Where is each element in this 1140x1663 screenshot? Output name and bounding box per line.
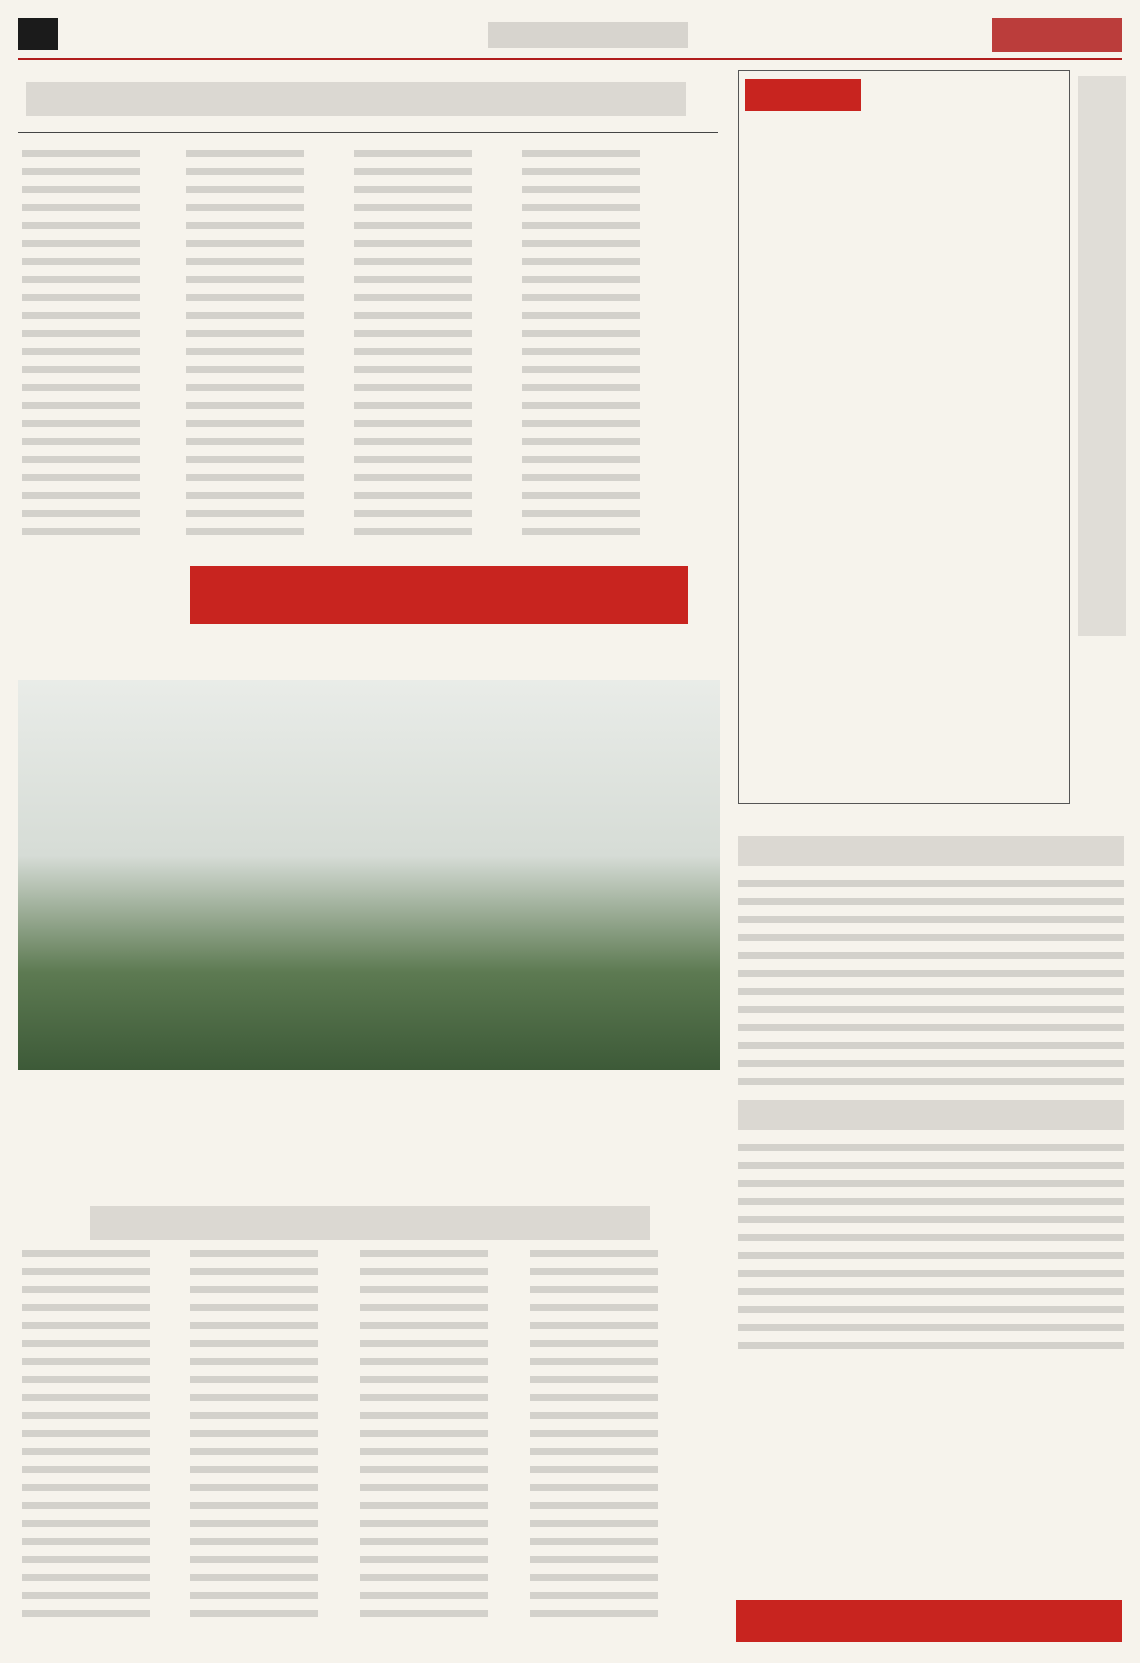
text-line xyxy=(22,456,140,463)
text-line xyxy=(360,1268,488,1275)
text-line xyxy=(522,420,640,427)
text-line xyxy=(354,510,472,517)
text-line xyxy=(522,384,640,391)
text-line xyxy=(22,474,140,481)
text-line xyxy=(360,1376,488,1383)
text-line xyxy=(22,1556,150,1563)
text-line xyxy=(186,240,304,247)
text-line xyxy=(190,1556,318,1563)
text-line xyxy=(354,474,472,481)
text-line xyxy=(190,1574,318,1581)
text-line xyxy=(738,970,1124,977)
text-line xyxy=(22,1340,150,1347)
text-line xyxy=(22,222,140,229)
text-line xyxy=(530,1520,658,1527)
text-line xyxy=(22,1358,150,1365)
lead-column-2 xyxy=(186,150,304,560)
text-line xyxy=(22,1610,150,1617)
text-line xyxy=(522,168,640,175)
text-line xyxy=(22,384,140,391)
text-line xyxy=(522,330,640,337)
text-line xyxy=(186,348,304,355)
text-line xyxy=(530,1556,658,1563)
text-line xyxy=(360,1286,488,1293)
text-line xyxy=(360,1394,488,1401)
text-line xyxy=(22,1466,150,1473)
text-line xyxy=(186,402,304,409)
text-line xyxy=(354,294,472,301)
text-line xyxy=(190,1286,318,1293)
text-line xyxy=(186,186,304,193)
text-line xyxy=(190,1250,318,1257)
text-line xyxy=(22,1448,150,1455)
text-line xyxy=(738,898,1124,905)
bottom-headline xyxy=(90,1206,650,1240)
text-line xyxy=(186,330,304,337)
text-line xyxy=(22,1574,150,1581)
text-line xyxy=(522,150,640,157)
text-line xyxy=(22,492,140,499)
text-line xyxy=(530,1592,658,1599)
text-line xyxy=(360,1502,488,1509)
bottom-column-3 xyxy=(360,1250,488,1645)
sidebar-vertical-title xyxy=(1078,76,1126,636)
text-line xyxy=(354,366,472,373)
text-line xyxy=(522,294,640,301)
newspaper-logo xyxy=(992,18,1122,52)
text-line xyxy=(360,1340,488,1347)
text-line xyxy=(22,420,140,427)
masthead xyxy=(18,12,1122,60)
text-line xyxy=(22,528,140,535)
text-line xyxy=(186,294,304,301)
text-line xyxy=(738,1324,1124,1331)
text-line xyxy=(738,1270,1124,1277)
text-line xyxy=(190,1304,318,1311)
text-line xyxy=(522,366,640,373)
text-line xyxy=(530,1574,658,1581)
text-line xyxy=(530,1484,658,1491)
text-line xyxy=(22,1502,150,1509)
text-line xyxy=(186,312,304,319)
text-line xyxy=(186,438,304,445)
text-line xyxy=(22,348,140,355)
text-line xyxy=(354,186,472,193)
text-line xyxy=(186,420,304,427)
text-line xyxy=(738,934,1124,941)
text-line xyxy=(738,1306,1124,1313)
text-line xyxy=(22,1592,150,1599)
text-line xyxy=(22,1322,150,1329)
text-line xyxy=(360,1448,488,1455)
text-line xyxy=(186,222,304,229)
text-line xyxy=(360,1556,488,1563)
text-line xyxy=(360,1574,488,1581)
text-line xyxy=(360,1412,488,1419)
text-line xyxy=(522,186,640,193)
red-banner xyxy=(190,566,688,624)
text-line xyxy=(530,1610,658,1617)
lead-column-4 xyxy=(522,150,640,560)
text-line xyxy=(522,204,640,211)
text-line xyxy=(522,348,640,355)
text-line xyxy=(186,456,304,463)
text-line xyxy=(22,1538,150,1545)
text-line xyxy=(738,1216,1124,1223)
text-line xyxy=(530,1340,658,1347)
text-line xyxy=(530,1358,658,1365)
text-line xyxy=(354,384,472,391)
text-line xyxy=(360,1484,488,1491)
text-line xyxy=(22,330,140,337)
text-line xyxy=(738,1078,1124,1085)
text-line xyxy=(354,492,472,499)
text-line xyxy=(522,456,640,463)
page-number xyxy=(18,18,58,50)
text-line xyxy=(738,1060,1124,1067)
text-line xyxy=(190,1340,318,1347)
text-line xyxy=(354,402,472,409)
text-line xyxy=(190,1448,318,1455)
text-line xyxy=(360,1358,488,1365)
text-line xyxy=(190,1466,318,1473)
text-line xyxy=(22,168,140,175)
text-line xyxy=(360,1610,488,1617)
text-line xyxy=(22,402,140,409)
text-line xyxy=(186,258,304,265)
text-line xyxy=(186,150,304,157)
sidebar-box xyxy=(738,70,1070,804)
bottom-column-1 xyxy=(22,1250,150,1645)
text-line xyxy=(22,150,140,157)
text-line xyxy=(530,1304,658,1311)
text-line xyxy=(354,204,472,211)
text-line xyxy=(522,312,640,319)
text-line xyxy=(522,438,640,445)
text-line xyxy=(738,1252,1124,1259)
text-line xyxy=(360,1466,488,1473)
text-line xyxy=(522,276,640,283)
text-line xyxy=(354,276,472,283)
footer-banner xyxy=(736,1600,1122,1642)
text-line xyxy=(354,240,472,247)
text-line xyxy=(530,1394,658,1401)
text-line xyxy=(186,366,304,373)
text-line xyxy=(186,528,304,535)
text-line xyxy=(22,1412,150,1419)
greenhouse-photo xyxy=(18,680,720,1070)
bottom-column-2 xyxy=(190,1250,318,1645)
text-line xyxy=(190,1610,318,1617)
text-line xyxy=(22,1376,150,1383)
text-line xyxy=(186,474,304,481)
text-line xyxy=(22,1520,150,1527)
text-line xyxy=(22,276,140,283)
text-line xyxy=(354,528,472,535)
text-line xyxy=(354,348,472,355)
text-line xyxy=(360,1430,488,1437)
text-line xyxy=(22,258,140,265)
text-line xyxy=(354,312,472,319)
text-line xyxy=(530,1538,658,1545)
sidebar-tag xyxy=(745,79,861,111)
text-line xyxy=(738,1144,1124,1151)
text-line xyxy=(530,1412,658,1419)
text-line xyxy=(22,438,140,445)
text-line xyxy=(738,1342,1124,1349)
text-line xyxy=(190,1412,318,1419)
text-line xyxy=(22,204,140,211)
text-line xyxy=(22,1394,150,1401)
text-line xyxy=(186,384,304,391)
text-line xyxy=(354,222,472,229)
text-line xyxy=(22,1304,150,1311)
text-line xyxy=(738,1180,1124,1187)
text-line xyxy=(738,1288,1124,1295)
lead-column-3 xyxy=(354,150,472,560)
text-line xyxy=(354,438,472,445)
text-line xyxy=(22,1484,150,1491)
text-line xyxy=(738,952,1124,959)
text-line xyxy=(360,1322,488,1329)
text-line xyxy=(190,1322,318,1329)
text-line xyxy=(530,1322,658,1329)
text-line xyxy=(354,420,472,427)
text-line xyxy=(354,456,472,463)
text-line xyxy=(738,1024,1124,1031)
lead-column-1 xyxy=(22,150,140,560)
text-line xyxy=(738,880,1124,887)
text-line xyxy=(522,240,640,247)
sub-article-1 xyxy=(738,836,1124,1096)
text-line xyxy=(530,1376,658,1383)
text-line xyxy=(186,204,304,211)
text-line xyxy=(354,258,472,265)
text-line xyxy=(522,528,640,535)
text-line xyxy=(360,1520,488,1527)
text-line xyxy=(354,330,472,337)
text-line xyxy=(190,1592,318,1599)
text-line xyxy=(190,1268,318,1275)
text-line xyxy=(738,1234,1124,1241)
lead-headline xyxy=(18,72,718,133)
text-line xyxy=(530,1448,658,1455)
text-line xyxy=(738,916,1124,923)
text-line xyxy=(530,1286,658,1293)
bottom-column-4 xyxy=(530,1250,658,1645)
sub-article-2 xyxy=(738,1100,1124,1360)
text-line xyxy=(530,1250,658,1257)
text-line xyxy=(522,258,640,265)
text-line xyxy=(22,312,140,319)
text-line xyxy=(360,1538,488,1545)
text-line xyxy=(360,1304,488,1311)
text-line xyxy=(530,1430,658,1437)
text-line xyxy=(190,1376,318,1383)
text-line xyxy=(354,168,472,175)
text-line xyxy=(186,492,304,499)
section-title xyxy=(488,22,688,48)
text-line xyxy=(186,276,304,283)
text-line xyxy=(360,1250,488,1257)
text-line xyxy=(22,186,140,193)
text-line xyxy=(22,1268,150,1275)
text-line xyxy=(190,1358,318,1365)
text-line xyxy=(190,1394,318,1401)
text-line xyxy=(522,492,640,499)
text-line xyxy=(522,222,640,229)
text-line xyxy=(530,1502,658,1509)
text-line xyxy=(190,1538,318,1545)
text-line xyxy=(738,1162,1124,1169)
text-line xyxy=(522,402,640,409)
text-line xyxy=(186,510,304,517)
text-line xyxy=(186,168,304,175)
text-line xyxy=(354,150,472,157)
text-line xyxy=(190,1520,318,1527)
text-line xyxy=(22,1250,150,1257)
text-line xyxy=(738,1198,1124,1205)
text-line xyxy=(530,1268,658,1275)
text-line xyxy=(22,294,140,301)
text-line xyxy=(738,1042,1124,1049)
text-line xyxy=(738,988,1124,995)
text-line xyxy=(190,1502,318,1509)
text-line xyxy=(22,510,140,517)
text-line xyxy=(530,1466,658,1473)
text-line xyxy=(522,474,640,481)
text-line xyxy=(22,366,140,373)
text-line xyxy=(190,1430,318,1437)
text-line xyxy=(22,240,140,247)
text-line xyxy=(22,1430,150,1437)
text-line xyxy=(360,1592,488,1599)
text-line xyxy=(738,1006,1124,1013)
text-line xyxy=(190,1484,318,1491)
text-line xyxy=(522,510,640,517)
text-line xyxy=(22,1286,150,1293)
